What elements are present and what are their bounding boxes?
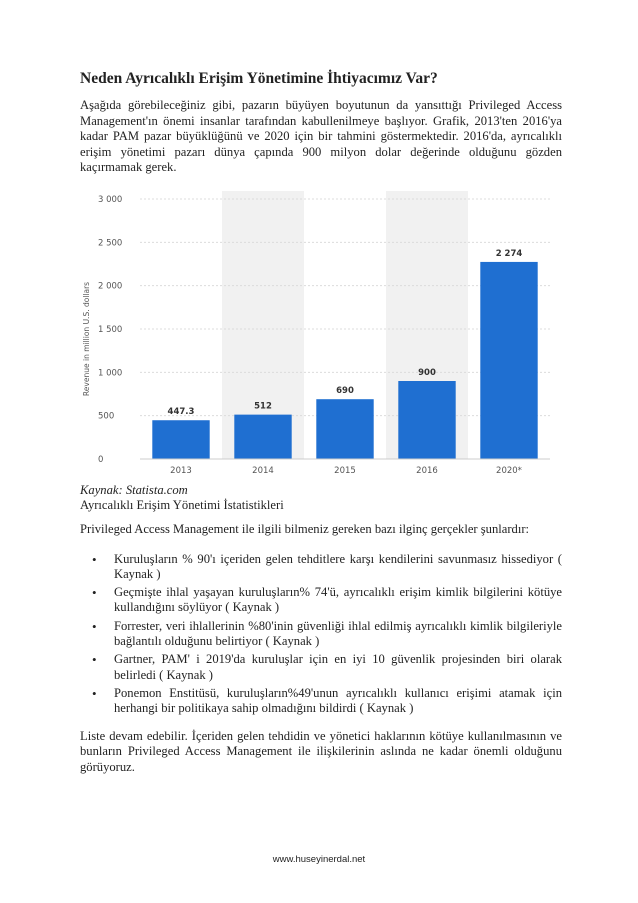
- bar-value-label: 512: [254, 401, 272, 412]
- y-tick-label: 1 500: [98, 324, 123, 335]
- chart-subtitle: Ayrıcalıklı Erişim Yönetimi İstatistikleri: [80, 498, 284, 513]
- bar: [152, 420, 209, 459]
- bar: [398, 381, 455, 459]
- bar: [234, 415, 291, 459]
- market-size-chart: [80, 181, 562, 481]
- bar-value-label: 900: [418, 367, 436, 378]
- fact-item: • Forrester, veri ihlallerinin %80'inin güvenliği ihlal edilmiş ayrıcalıklı kimlik bilgileriyle bağlantılı olduğunu belirtiyor ( Kaynak ): [108, 619, 562, 650]
- fact-item: • Ponemon Enstitüsü, kuruluşların%49'unun ayrıcalıklı kullanıcı erişimi atamak için herhangi bir politikaya sahip olmadığını bildirdi ( Kaynak ): [108, 686, 562, 717]
- chart-caption: [80, 483, 562, 514]
- x-tick-label: 2015: [334, 465, 356, 476]
- y-tick-label: 1 000: [98, 368, 123, 379]
- bar-chart-svg: [80, 181, 562, 481]
- source-line: [80, 483, 562, 499]
- y-tick-label: 2 500: [98, 238, 123, 249]
- y-tick-label: 2 000: [98, 281, 123, 292]
- footer-url: www.huseyinerdal.net: [272, 854, 366, 865]
- page-heading: Neden Ayrıcalıklı Erişim Yönetimine İhtiyacımız Var?: [80, 70, 438, 87]
- source-label: Kaynak:: [80, 482, 123, 497]
- fact-item: • Geçmişte ihlal yaşayan kuruluşların% 74'ü, ayrıcalıklı erişim kimlik bilgilerini kötüye kullandığını söylüyor ( Kaynak ): [108, 585, 562, 616]
- intro-paragraph: Aşağıda görebileceğiniz gibi, pazarın büyüyen boyutunun da yansıttığı Privileged Access Management'ın önemi insanlar tarafından kabullenilmeye başlıyor. Grafik, 2013'ten 2016'ya kadar PAM pazar büyüklüğünü ve 2020 için bir tahmini göstermektedir. 2016'da, ayrıcalıklı erişim yönetimi pazarı dünya çapında 900 milyon dolar değerinde olduğunu gözden kaçırmamak gerek.: [80, 98, 562, 175]
- y-tick-label: 0: [98, 454, 104, 465]
- x-tick-label: 2016: [416, 465, 438, 476]
- bar: [480, 262, 537, 459]
- x-tick-label: 2014: [252, 465, 274, 476]
- bar: [316, 399, 373, 459]
- x-tick-label: 2020*: [496, 465, 522, 476]
- y-tick-label: 3 000: [98, 194, 123, 205]
- fact-item: • Kuruluşların % 90'ı içeriden gelen tehditlere karşı kendilerini savunmasız hissediyor ( Kaynak ): [108, 552, 562, 583]
- fact-item: • Gartner, PAM' i 2019'da kuruluşlar için en iyi 10 güvenlik projesinden biri olarak belirledi ( Kaynak ): [108, 652, 562, 683]
- x-tick-label: 2013: [170, 465, 192, 476]
- closing-paragraph: Liste devam edebilir. İçeriden gelen tehdidin ve yönetici haklarının kötüye kullanılmasının ve bunların Privileged Access Management ile ilişkilerinin aslında ne kadar önemli olduğunu görüyoruz.: [80, 728, 562, 774]
- bar-value-label: 690: [336, 386, 354, 397]
- y-axis-title: Revenue in million U.S. dollars: [82, 281, 91, 397]
- bar-value-label: 447.3: [167, 407, 195, 418]
- document-page: [80, 70, 562, 788]
- source-name: Statista.com: [125, 482, 188, 497]
- facts-intro: Privileged Access Management ile ilgili bilmeniz gereken bazı ilginç gerçekler şunlardır:: [80, 521, 530, 536]
- facts-list: [80, 552, 562, 717]
- bar-value-label: 2 274: [495, 248, 523, 259]
- y-tick-label: 500: [98, 411, 115, 422]
